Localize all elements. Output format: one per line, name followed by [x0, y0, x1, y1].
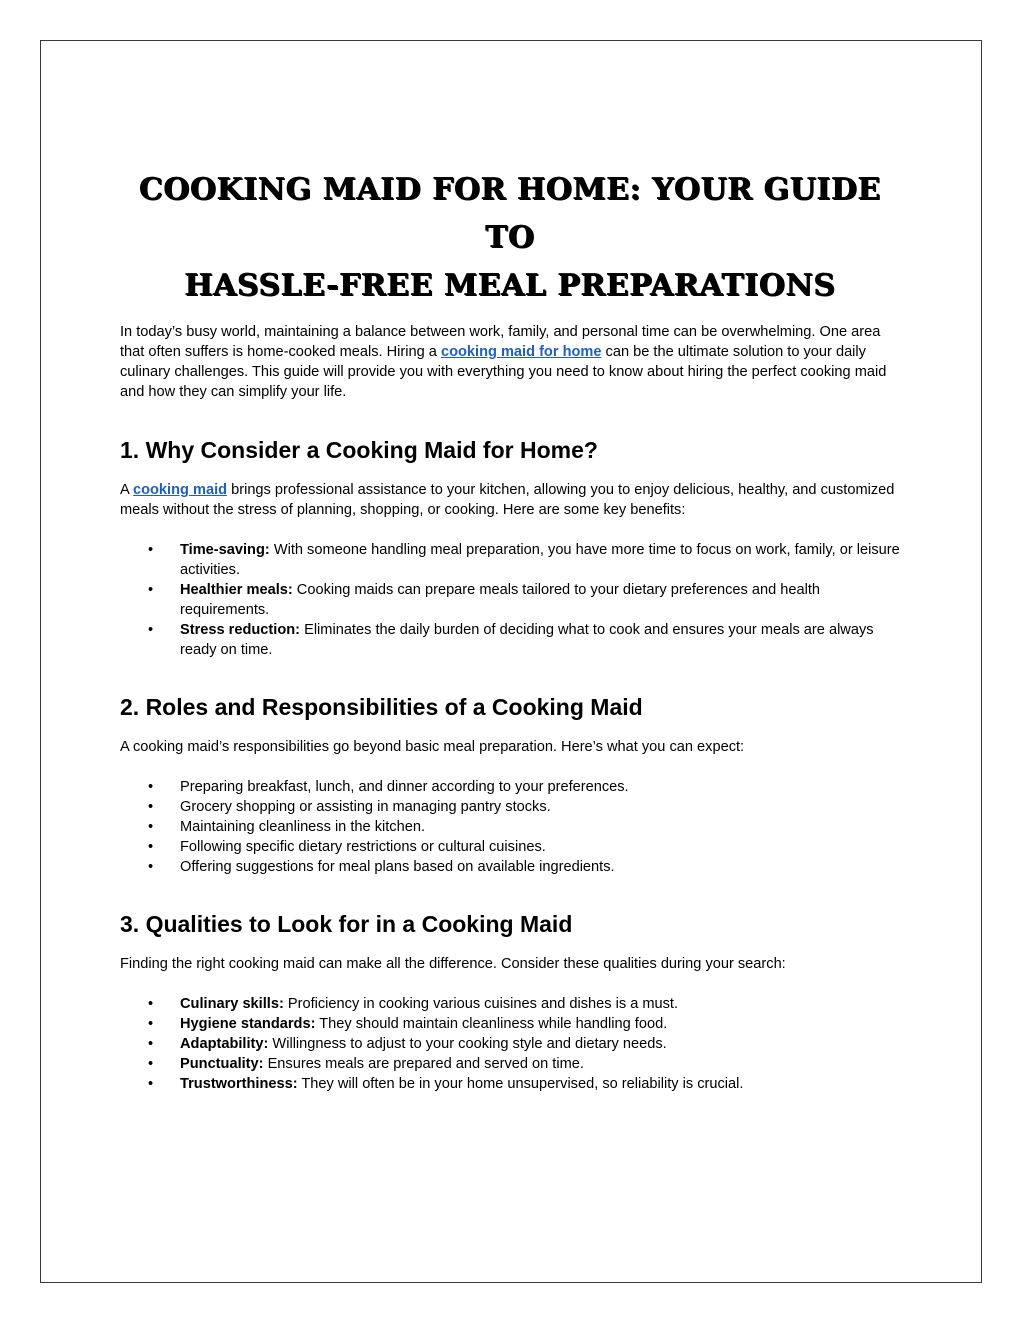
bullet-icon: •: [148, 839, 154, 855]
document-body: [120, 166, 900, 1094]
title-line-2: HASSLE-FREE MEAL PREPARATIONS: [184, 268, 836, 303]
bullet-term: Hygiene standards:: [180, 1016, 316, 1032]
section-3-paragraph: Finding the right cooking maid can make all the difference. Consider these qualities during your search:: [120, 956, 786, 972]
bullet-text: Preparing breakfast, lunch, and dinner according to your preferences.: [180, 779, 629, 795]
cooking-maid-link[interactable]: cooking maid: [132, 482, 228, 498]
intro-text-end: can be the ultimate solution to your daily culinary challenges. This guide will provide you with everything you need to know about hiring the perfect cooking maid and how they can simplify your life.: [120, 344, 887, 400]
bullet-icon: •: [148, 799, 154, 815]
list-item: [120, 777, 900, 797]
bullet-term: Stress reduction:: [180, 622, 301, 638]
title-line-1: COOKING MAID FOR HOME: YOUR GUIDE TO: [139, 172, 881, 255]
list-item: [120, 817, 900, 837]
bullet-text: Offering suggestions for meal plans based on available ingredients.: [180, 859, 615, 875]
section-1-text-end: brings professional assistance to your kitchen, allowing you to enjoy delicious, healthy, and customized meals without the stress of planning, shopping, or cooking. Here are some key benefits:: [120, 482, 895, 518]
bullet-text: They should maintain cleanliness while handling food.: [315, 1016, 668, 1032]
list-item: [120, 540, 900, 580]
bullet-text: Willingness to adjust to your cooking style and dietary needs.: [268, 1036, 667, 1052]
intro-paragraph: [120, 322, 900, 402]
bullet-text: Ensures meals are prepared and served on time.: [263, 1056, 584, 1072]
section-1-heading: 1. Why Consider a Cooking Maid for Home?: [120, 437, 598, 463]
bullet-icon: •: [148, 859, 154, 875]
bullet-icon: •: [148, 622, 154, 638]
bullet-icon: •: [148, 996, 154, 1012]
cooking-maid-for-home-link[interactable]: cooking maid for home: [440, 344, 602, 360]
bullet-term: Healthier meals:: [180, 582, 293, 598]
bullet-icon: •: [148, 542, 154, 558]
list-item: [120, 620, 900, 660]
bullet-icon: •: [148, 1056, 154, 1072]
bullet-text: They will often be in your home unsupervised, so reliability is crucial.: [297, 1076, 744, 1092]
bullet-icon: •: [148, 582, 154, 598]
list-item: [120, 1014, 900, 1034]
bullet-term: Culinary skills:: [180, 996, 284, 1012]
list-item: [120, 857, 900, 877]
bullet-term: Time-saving:: [180, 542, 270, 558]
responsibilities-list: [120, 777, 900, 877]
section-2-heading: 2. Roles and Responsibilities of a Cooking Maid: [120, 694, 643, 720]
bullet-text: Maintaining cleanliness in the kitchen.: [180, 819, 425, 835]
section-2-paragraph: A cooking maid’s responsibilities go beyond basic meal preparation. Here’s what you can expect:: [120, 739, 745, 755]
benefits-list: [120, 540, 900, 660]
bullet-text: Following specific dietary restrictions or cultural cuisines.: [180, 839, 546, 855]
bullet-term: Punctuality:: [180, 1056, 264, 1072]
bullet-icon: •: [148, 819, 154, 835]
intro-text-start: In today’s busy world, maintaining a balance between work, family, and personal time can be overwhelming. One area that often suffers is home-cooked meals. Hiring a: [120, 324, 881, 360]
bullet-icon: •: [148, 779, 154, 795]
list-item: [120, 837, 900, 857]
list-item: [120, 1054, 900, 1074]
section-1-text-start: A: [120, 482, 133, 498]
list-item: [120, 1074, 900, 1094]
section-3-heading: 3. Qualities to Look for in a Cooking Maid: [120, 911, 573, 937]
bullet-text: Proficiency in cooking various cuisines and dishes is a must.: [283, 996, 679, 1012]
bullet-icon: •: [148, 1036, 154, 1052]
qualities-list: [120, 994, 900, 1094]
document-title: [120, 166, 900, 310]
list-item: [120, 797, 900, 817]
bullet-term: Trustworthiness:: [180, 1076, 298, 1092]
list-item: [120, 580, 900, 620]
bullet-text: With someone handling meal preparation, you have more time to focus on work, family, or leisure activities.: [180, 542, 900, 578]
list-item: [120, 1034, 900, 1054]
bullet-icon: •: [148, 1076, 154, 1092]
list-item: [120, 994, 900, 1014]
bullet-term: Adaptability:: [180, 1036, 269, 1052]
bullet-text: Eliminates the daily burden of deciding what to cook and ensures your meals are always ready on time.: [180, 622, 874, 658]
bullet-text: Grocery shopping or assisting in managing pantry stocks.: [180, 799, 551, 815]
bullet-icon: •: [148, 1016, 154, 1032]
bullet-text: Cooking maids can prepare meals tailored to your dietary preferences and health requirements.: [180, 582, 821, 618]
section-1-paragraph: [120, 480, 900, 520]
